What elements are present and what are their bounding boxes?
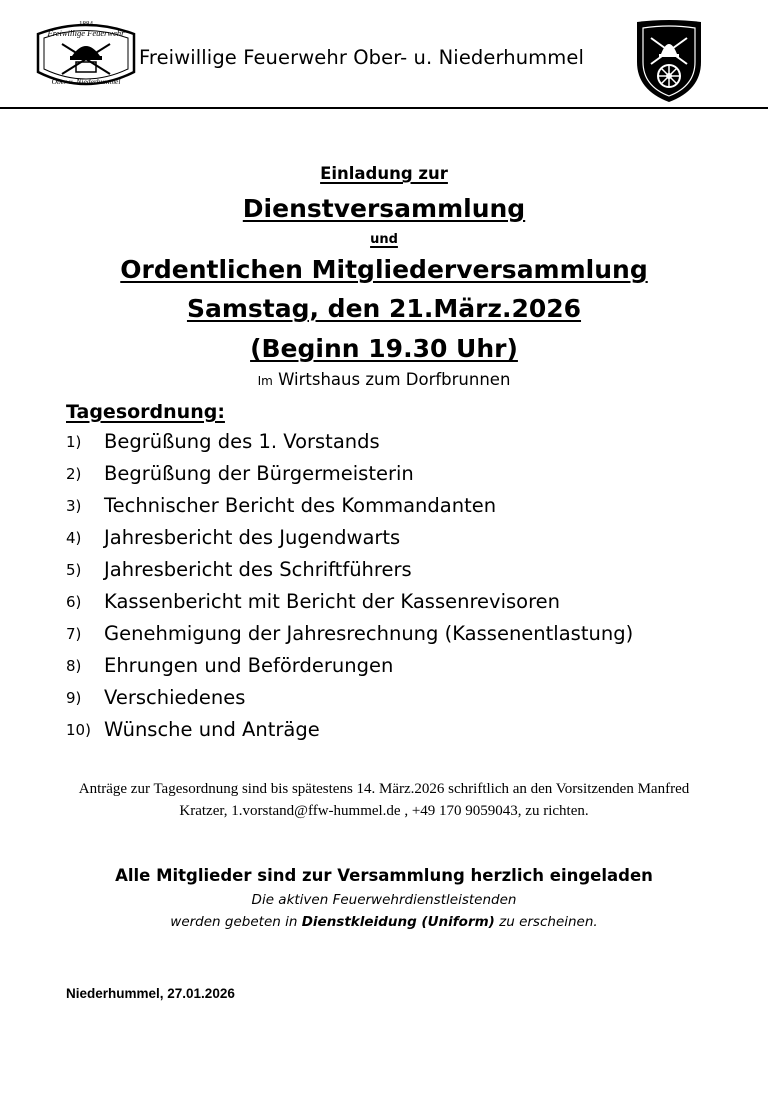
agenda-item-number: 7)	[66, 625, 82, 643]
agenda-item-number: 9)	[66, 689, 82, 707]
location-prefix: Im	[257, 374, 273, 388]
agenda-item-text: Ehrungen und Beförderungen	[104, 654, 394, 677]
agenda-item-text: Wünsche und Anträge	[104, 718, 320, 741]
place-and-date: Niederhummel, 27.01.2026	[66, 986, 235, 1001]
header-divider	[0, 107, 768, 109]
conjunction: und	[370, 232, 398, 247]
invitation-heading: Einladung zur	[320, 164, 448, 183]
agenda-item-number: 4)	[66, 529, 82, 547]
agenda-item-number: 6)	[66, 593, 82, 611]
meeting-location	[0, 370, 768, 389]
meeting-title-service: Dienstversammlung	[242, 194, 526, 223]
letterhead	[0, 0, 768, 112]
location-name: Wirtshaus zum Dorfbrunnen	[278, 370, 511, 389]
agenda-title: Tagesordnung:	[66, 401, 225, 423]
submission-notice: Anträge zur Tagesordnung sind bis spätestens 14. März.2026 schriftlich an den Vorsitzenden Manfred Kratzer, 1.vorstand@ffw-hummel.de , +49 170 9059043, zu richten.	[78, 781, 690, 819]
meeting-date: Samstag, den 21.März.2026	[186, 294, 582, 323]
agenda-item-text: Verschiedenes	[104, 686, 246, 709]
uniform-request-line	[0, 914, 768, 930]
agenda-item-text: Jahresbericht des Jugendwarts	[104, 526, 401, 549]
agenda-item-number: 10)	[66, 721, 91, 739]
seal-year: 1884	[79, 20, 93, 28]
agenda-item-number: 3)	[66, 497, 82, 515]
fire-brigade-seal-icon	[34, 14, 138, 96]
agenda-item-text: Jahresbericht des Schriftführers	[104, 558, 412, 581]
meeting-time: (Beginn 19.30 Uhr)	[250, 334, 518, 363]
agenda-item-number: 8)	[66, 657, 82, 675]
seal-bottom-text: Ober u. Niederhummel	[51, 77, 121, 86]
agenda-item-number: 1)	[66, 433, 82, 451]
organization-name: Freiwillige Feuerwehr Ober- u. Niederhummel	[139, 46, 584, 69]
seal-top-text: Freiwillige Feuerwehr	[47, 28, 125, 38]
fire-brigade-shield-emblem-icon	[635, 18, 703, 104]
uniform-request-pre: werden gebeten in	[170, 914, 298, 930]
agenda-item-text: Begrüßung des 1. Vorstands	[104, 430, 380, 453]
meeting-title-members: Ordentlichen Mitgliederversammlung	[120, 255, 648, 284]
agenda-item-number: 2)	[66, 465, 82, 483]
uniform-request-post: zu erscheinen.	[499, 914, 598, 930]
agenda-item-text: Technischer Bericht des Kommandanten	[104, 494, 497, 517]
uniform-request-bold: Dienstkleidung (Uniform)	[301, 914, 495, 930]
agenda-item-text: Begrüßung der Bürgermeisterin	[104, 462, 414, 485]
agenda-item-text: Genehmigung der Jahresrechnung (Kassenentlastung)	[104, 622, 634, 645]
agenda-item-number: 5)	[66, 561, 82, 579]
active-members-line: Die aktiven Feuerwehrdienstleistenden	[251, 892, 517, 908]
welcome-line: Alle Mitglieder sind zur Versammlung herzlich eingeladen	[115, 866, 653, 885]
agenda-item-text: Kassenbericht mit Bericht der Kassenrevisoren	[104, 590, 561, 613]
